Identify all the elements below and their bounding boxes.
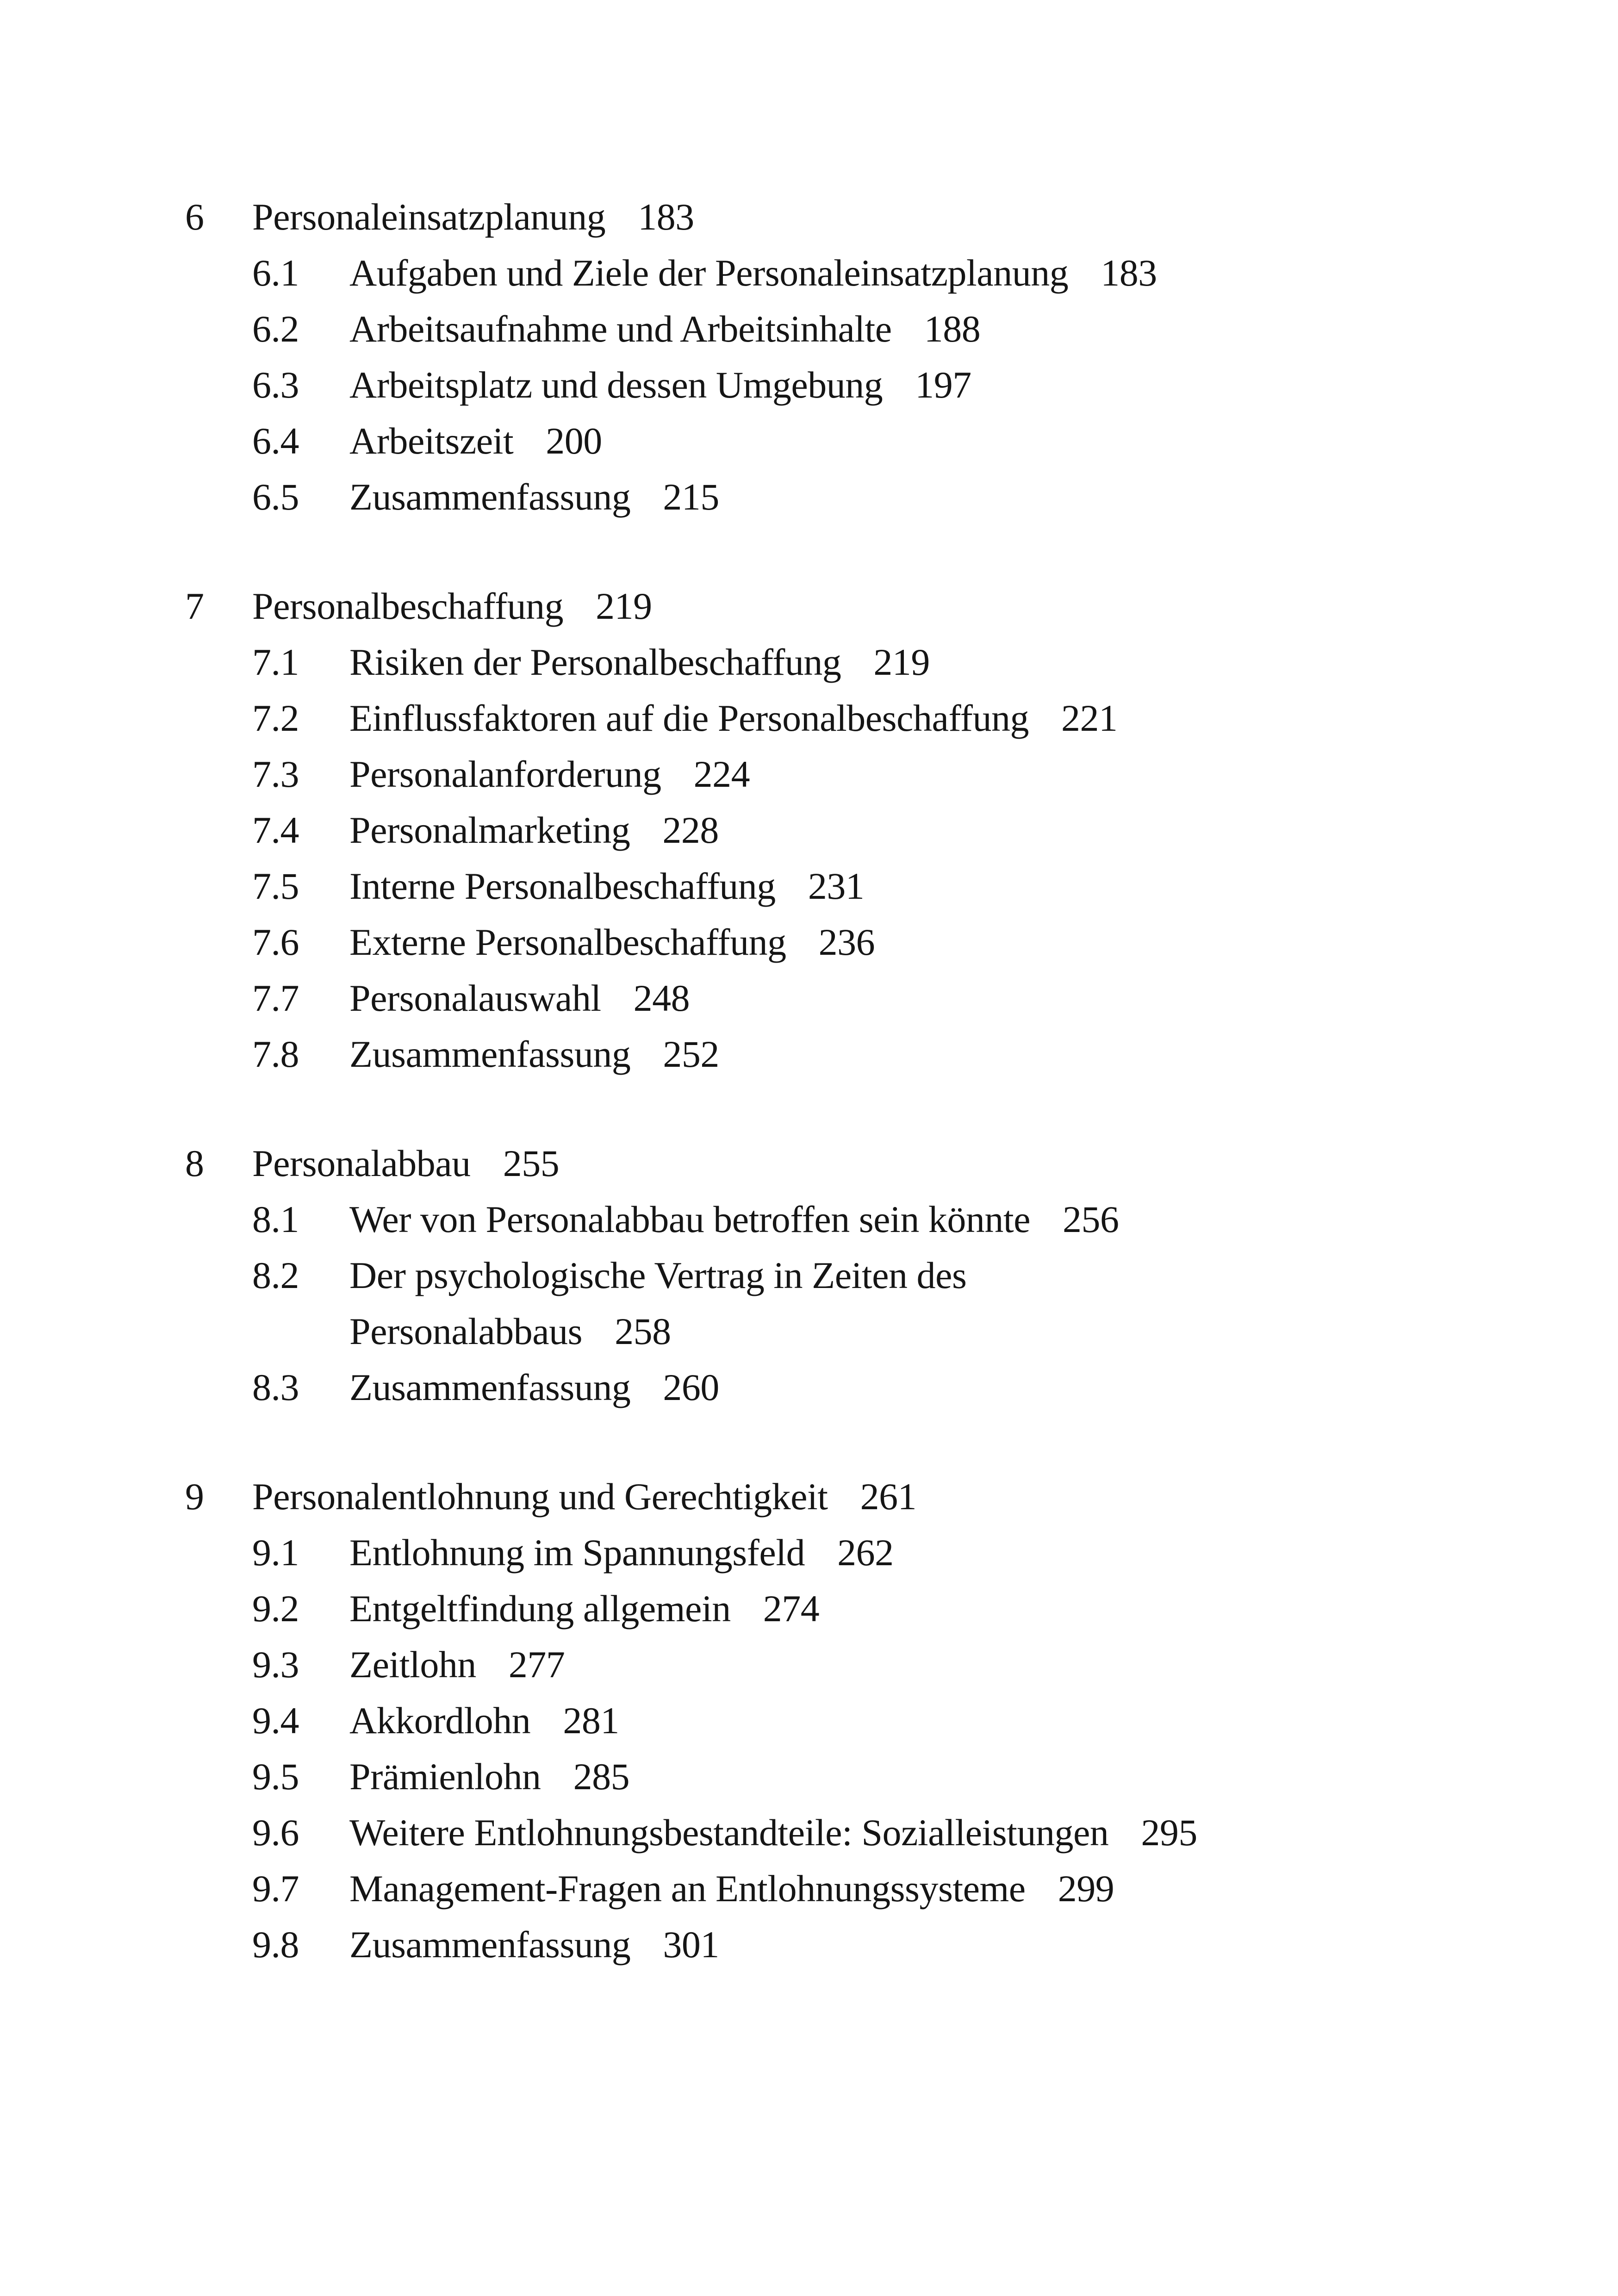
item-number: 9.5 (252, 1755, 299, 1798)
item-number: 6.1 (252, 252, 299, 294)
item-text (349, 1692, 619, 1748)
item-page-number: 197 (915, 364, 971, 406)
toc-item-row (185, 1636, 1527, 1692)
chapter-title: Personalbeschaffung (252, 585, 564, 627)
item-text (349, 1580, 819, 1636)
item-title: Personalmarketing (349, 809, 630, 851)
item-page-number: 281 (563, 1699, 619, 1742)
item-title: Risiken der Personalbeschaffung (349, 641, 841, 683)
toc-item-row (185, 914, 1527, 970)
item-page-number: 301 (663, 1923, 719, 1966)
toc-item-row (185, 858, 1527, 914)
item-page-number: 228 (662, 809, 719, 851)
chapter-text (252, 1135, 559, 1191)
item-text (349, 914, 875, 970)
item-title: Personalauswahl (349, 977, 601, 1019)
toc-item-row (185, 1916, 1527, 1972)
toc-item-row (185, 1191, 1527, 1247)
item-text (349, 245, 1157, 301)
item-title: Weitere Entlohnungsbestandteile: Sozialleistungen (349, 1811, 1109, 1854)
toc-chapter-row (185, 1135, 1527, 1191)
chapter-title: Personalabbau (252, 1142, 471, 1184)
item-page-number: 252 (663, 1033, 719, 1075)
toc-chapter-row (185, 578, 1527, 634)
toc-item-row (185, 413, 1527, 469)
item-number: 7.1 (252, 641, 299, 683)
item-title: Zusammenfassung (349, 1923, 631, 1966)
toc-item-row (185, 469, 1527, 525)
chapter-number: 9 (185, 1475, 204, 1518)
item-page-number: 299 (1058, 1867, 1114, 1910)
toc-item-row (185, 1580, 1527, 1636)
item-text (349, 1636, 565, 1692)
item-text (349, 690, 1117, 746)
item-text (349, 301, 980, 357)
item-text (349, 1748, 629, 1804)
item-page-number: 219 (873, 641, 930, 683)
item-title: Interne Personalbeschaffung (349, 865, 776, 907)
item-title: Externe Personalbeschaffung (349, 921, 786, 963)
chapter-page-number: 219 (596, 585, 652, 627)
item-page-number: 236 (818, 921, 875, 963)
toc-item-row (185, 690, 1527, 746)
item-number: 9.2 (252, 1587, 299, 1630)
item-number: 6.4 (252, 420, 299, 462)
item-text (349, 858, 864, 914)
item-number: 7.4 (252, 809, 299, 851)
item-text (349, 746, 750, 802)
toc-item-row (185, 1748, 1527, 1804)
item-number: 9.4 (252, 1699, 299, 1742)
item-title: Entlohnung im Spannungsfeld (349, 1531, 805, 1574)
toc-item-row (185, 1860, 1527, 1916)
item-number: 8.2 (252, 1254, 299, 1296)
toc-item-row (185, 1247, 1527, 1359)
item-number: 9.7 (252, 1867, 299, 1910)
item-title: Personalanforderung (349, 753, 661, 795)
toc-item-row (185, 1524, 1527, 1580)
item-title: Zusammenfassung (349, 1366, 631, 1408)
item-title-continued: Personalabbaus (349, 1310, 583, 1352)
item-text (349, 1359, 719, 1415)
item-title: Aufgaben und Ziele der Personaleinsatzplanung (349, 252, 1069, 294)
toc-item-row (185, 634, 1527, 690)
toc-item-row (185, 245, 1527, 301)
item-text (349, 1916, 719, 1972)
chapter-title: Personalentlohnung und Gerechtigkeit (252, 1475, 828, 1518)
item-page-number: 256 (1063, 1198, 1119, 1240)
item-text (349, 1191, 1119, 1247)
item-text (349, 357, 971, 413)
item-number: 6.5 (252, 476, 299, 518)
item-number: 9.8 (252, 1923, 299, 1966)
chapter-text (252, 1468, 916, 1524)
item-number: 7.7 (252, 977, 299, 1019)
item-text (349, 970, 690, 1026)
item-title: Zeitlohn (349, 1643, 476, 1686)
chapter-page-number: 261 (860, 1475, 917, 1518)
item-page-number: 221 (1061, 697, 1118, 739)
item-page-number: 188 (924, 308, 981, 350)
item-text (349, 413, 602, 469)
item-title: Zusammenfassung (349, 1033, 631, 1075)
item-text (349, 1026, 719, 1082)
chapter-page-number: 255 (503, 1142, 560, 1184)
item-number: 9.3 (252, 1643, 299, 1686)
item-number: 8.3 (252, 1366, 299, 1408)
chapter-number: 7 (185, 585, 204, 627)
item-text (349, 1524, 894, 1580)
chapter-page-number: 183 (638, 196, 694, 238)
item-text (349, 1860, 1114, 1916)
chapter-number: 6 (185, 196, 204, 238)
item-number: 8.1 (252, 1198, 299, 1240)
item-title: Der psychologische Vertrag in Zeiten des (349, 1254, 967, 1296)
chapter-text (252, 578, 652, 634)
item-page-number: 231 (808, 865, 865, 907)
item-page-number: 285 (573, 1755, 630, 1798)
item-number: 7.3 (252, 753, 299, 795)
toc-item-row (185, 357, 1527, 413)
toc-item-row (185, 1692, 1527, 1748)
item-page-number: 262 (837, 1531, 894, 1574)
item-text (349, 1247, 966, 1359)
toc-item-row (185, 301, 1527, 357)
table-of-contents (185, 189, 1527, 1972)
item-number: 7.8 (252, 1033, 299, 1075)
item-page-number: 295 (1141, 1811, 1197, 1854)
item-page-number: 215 (663, 476, 719, 518)
item-title: Arbeitsplatz und dessen Umgebung (349, 364, 883, 406)
chapter-text (252, 189, 694, 245)
toc-item-row (185, 1026, 1527, 1082)
item-title: Arbeitszeit (349, 420, 514, 462)
item-page-number: 277 (508, 1643, 565, 1686)
item-page-number: 274 (763, 1587, 820, 1630)
item-number: 6.3 (252, 364, 299, 406)
item-title: Arbeitsaufnahme und Arbeitsinhalte (349, 308, 892, 350)
toc-item-row (185, 1359, 1527, 1415)
item-text (349, 469, 719, 525)
item-number: 9.1 (252, 1531, 299, 1574)
item-title: Prämienlohn (349, 1755, 541, 1798)
item-page-number: 183 (1101, 252, 1157, 294)
chapter-number: 8 (185, 1142, 204, 1184)
toc-chapter-row (185, 189, 1527, 245)
item-title: Wer von Personalabbau betroffen sein könnte (349, 1198, 1030, 1240)
item-number: 7.5 (252, 865, 299, 907)
item-title: Management-Fragen an Entlohnungssysteme (349, 1867, 1026, 1910)
item-page-number: 200 (546, 420, 602, 462)
item-title: Entgeltfindung allgemein (349, 1587, 731, 1630)
item-page-number: 260 (663, 1366, 719, 1408)
item-title: Zusammenfassung (349, 476, 631, 518)
item-number: 7.6 (252, 921, 299, 963)
item-page-number: 248 (633, 977, 690, 1019)
item-text (349, 802, 719, 858)
toc-item-row (185, 802, 1527, 858)
item-page-number: 224 (693, 753, 750, 795)
toc-item-row (185, 746, 1527, 802)
item-number: 6.2 (252, 308, 299, 350)
item-number: 9.6 (252, 1811, 299, 1854)
chapter-title: Personaleinsatzplanung (252, 196, 606, 238)
item-number: 7.2 (252, 697, 299, 739)
item-title: Akkordlohn (349, 1699, 531, 1742)
item-text (349, 634, 930, 690)
item-text (349, 1804, 1197, 1860)
item-page-number: 258 (615, 1310, 671, 1352)
item-title: Einflussfaktoren auf die Personalbeschaffung (349, 697, 1029, 739)
toc-chapter-row (185, 1468, 1527, 1524)
toc-item-row (185, 1804, 1527, 1860)
toc-item-row (185, 970, 1527, 1026)
